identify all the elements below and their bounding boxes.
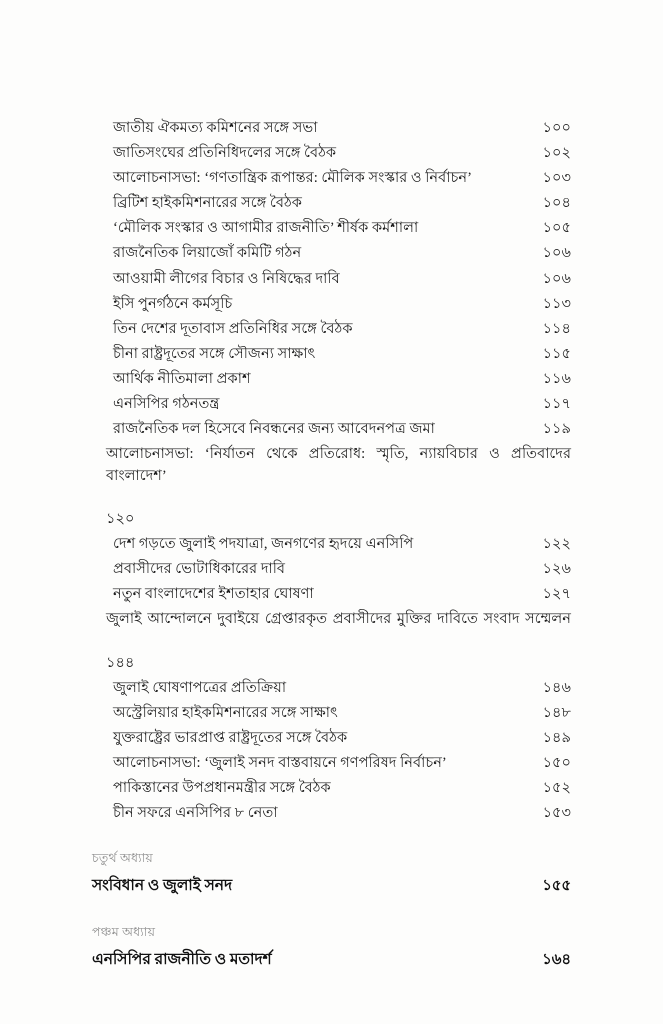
toc-entry[interactable] (92, 584, 571, 606)
toc-entry[interactable] (92, 444, 571, 530)
toc-entry-title: আলোচনাসভা: ‘গণতান্ত্রিক রূপান্তর: মৌলিক সংস্কার ও নির্বাচন’ (113, 170, 472, 187)
toc-entry-title: রাজনৈতিক দল হিসেবে নিবন্ধনের জন্য আবেদনপত্র জমা (113, 421, 435, 438)
toc-entry-page: ১৫০ (542, 754, 571, 771)
toc-entry-page: ১১৬ (542, 370, 571, 387)
toc-entry-title: ব্রিটিশ হাইকমিশনারের সঙ্গে বৈঠক (113, 195, 302, 212)
toc-entry[interactable] (92, 534, 571, 556)
toc-entry[interactable] (92, 193, 571, 215)
toc-entry-page: ১১৪ (542, 320, 571, 337)
toc-entry[interactable] (92, 753, 571, 775)
chapter-block[interactable] (92, 849, 571, 899)
chapter-label: পঞ্চম অধ্যায় (92, 924, 156, 939)
toc-entry-page: ১০০ (542, 120, 571, 136)
toc-entry-page: ১১৫ (542, 345, 571, 362)
toc-entry-title: আলোচনাসভা: ‘নির্যাতন থেকে প্রতিরোধ: স্মৃতি, ন্যায়বিচার ও প্রতিবাদের বাংলাদেশ’ (106, 446, 571, 484)
toc-entry-title: নতুন বাংলাদেশের ইশতাহার ঘোষণা (113, 586, 314, 603)
toc-entry[interactable] (92, 218, 571, 240)
toc-entry-title: আর্থিক নীতিমালা প্রকাশ (113, 370, 251, 387)
chapter-title: এনসিপির রাজনীতি ও মতাদর্শ (92, 950, 272, 968)
toc-entry-title: জুলাই ঘোষণাপত্রের প্রতিক্রিয়া (113, 679, 287, 696)
toc-entry[interactable] (92, 118, 571, 140)
toc-entry-page: ১৫২ (542, 780, 571, 797)
chapter-label: চতুর্থ অধ্যায় (92, 850, 153, 865)
toc-container (92, 118, 571, 973)
chapter-block[interactable] (92, 923, 571, 973)
toc-entry-page: ১৪৯ (542, 729, 571, 746)
toc-entry[interactable] (92, 728, 571, 750)
chapter-page: ১৫৫ (542, 877, 571, 894)
toc-entry-page: ১০২ (542, 145, 571, 162)
chapter-row[interactable] (92, 948, 571, 973)
toc-entry-title: প্রবাসীদের ভোটাধিকারের দাবি (113, 561, 286, 578)
toc-entry[interactable] (92, 394, 571, 416)
chapter-page: ১৬৪ (542, 951, 571, 968)
chapter-row[interactable] (92, 874, 571, 899)
toc-entry-page: ১০৪ (542, 195, 571, 212)
toc-entry-page: ১১৭ (542, 396, 571, 413)
toc-entry-page: ১০৫ (542, 220, 571, 237)
toc-entry[interactable] (92, 243, 571, 265)
toc-entry[interactable] (92, 168, 571, 190)
toc-entry-title: চীন সফরে এনসিপির ৮ নেতা (113, 805, 278, 822)
toc-entry-page: ১০৬ (542, 270, 571, 287)
toc-entry[interactable] (92, 269, 571, 291)
toc-entry-title: আলোচনাসভা: ‘জুলাই সনদ বাস্তবায়নে গণপরিষদ নির্বাচন’ (113, 754, 447, 771)
toc-entry-title: এনসিপির গঠনতন্ত্র (113, 396, 220, 413)
toc-entry-page: ১৪৬ (542, 679, 571, 696)
toc-entry-title: জাতিসংঘের প্রতিনিধিদলের সঙ্গে বৈঠক (113, 145, 337, 162)
toc-entry-page: ১২০ (106, 511, 135, 527)
toc-entry-title: যুক্তরাষ্ট্রের ভারপ্রাপ্ত রাষ্ট্রদূতের সঙ্গে বৈঠক (113, 729, 348, 746)
toc-entry-title: দেশ গড়তে জুলাই পদযাত্রা, জনগণের হৃদয়ে এনসিপি (113, 536, 414, 553)
toc-entry-title: তিন দেশের দূতাবাস প্রতিনিধির সঙ্গে বৈঠক (113, 320, 353, 337)
toc-entry-page: ১১৩ (542, 295, 571, 312)
chapter-title: সংবিধান ও জুলাই সনদ (92, 876, 233, 894)
toc-entry-title: চীনা রাষ্ট্রদূতের সঙ্গে সৌজন্য সাক্ষাৎ (113, 345, 316, 362)
toc-entry[interactable] (92, 294, 571, 316)
toc-entry-title: অস্ট্রেলিয়ার হাইকমিশনারের সঙ্গে সাক্ষাৎ (113, 704, 338, 721)
toc-entry[interactable] (92, 143, 571, 165)
toc-entry-title: আওয়ামী লীগের বিচার ও নিষিদ্ধের দাবি (113, 270, 340, 287)
toc-entry-page: ১০৩ (542, 170, 571, 187)
toc-entry-page: ১৪৪ (106, 654, 135, 671)
toc-entry[interactable] (92, 778, 571, 800)
toc-entry-title: জাতীয় ঐকমত্য কমিশনের সঙ্গে সভা (113, 120, 318, 136)
toc-entry-title: পাকিস্তানের উপপ্রধানমন্ত্রীর সঙ্গে বৈঠক (113, 780, 331, 797)
toc-entry-page: ১১৯ (542, 421, 571, 438)
toc-entry[interactable] (92, 419, 571, 441)
toc-entry-title: রাজনৈতিক লিয়াজোঁ কমিটি গঠন (113, 245, 302, 262)
toc-entry-title: ‘মৌলিক সংস্কার ও আগামীর রাজনীতি’ শীর্ষক কর্মশালা (113, 220, 419, 237)
toc-entry-page: ১৫৩ (542, 805, 571, 822)
toc-entry-page: ১০৬ (542, 245, 571, 262)
toc-entry-title: ইসি পুনর্গঠনে কর্মসূচি (113, 295, 233, 312)
toc-entry-title: জুলাই আন্দোলনে দুবাইয়ে গ্রেপ্তারকৃত প্রবাসীদের মুক্তির দাবিতে সংবাদ সম্মেলন (106, 611, 571, 628)
toc-entry[interactable] (92, 803, 571, 825)
toc-entry[interactable] (92, 703, 571, 725)
toc-entry-page: ১২৬ (542, 561, 571, 578)
toc-entry-page: ১২২ (542, 536, 571, 553)
toc-entry-page: ১৪৮ (542, 704, 571, 721)
toc-entry[interactable] (92, 678, 571, 700)
toc-entry-page: ১২৭ (542, 586, 571, 603)
toc-entry[interactable] (92, 369, 571, 391)
toc-entry[interactable] (92, 344, 571, 366)
toc-entry[interactable] (92, 609, 571, 674)
toc-entry[interactable] (92, 559, 571, 581)
toc-entry[interactable] (92, 319, 571, 341)
